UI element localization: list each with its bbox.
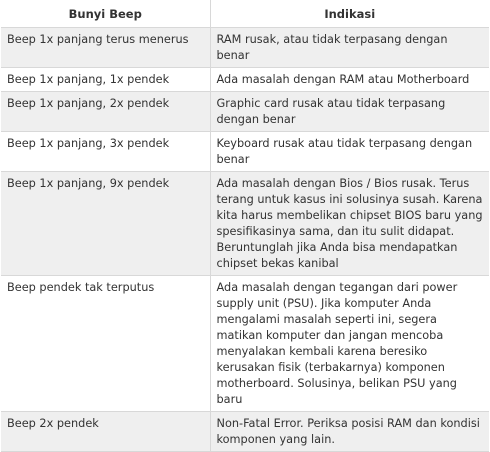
table-row [1,172,489,276]
header-row [1,0,489,28]
table-body [1,28,489,452]
header-indikasi: Indikasi [210,0,489,28]
table-row [1,276,489,412]
table-header [1,0,489,28]
indication-cell: RAM rusak, atau tidak terpasang dengan benar [210,28,489,68]
indication-cell: Keyboard rusak atau tidak terpasang dengan benar [210,132,489,172]
table-row [1,68,489,92]
beep-cell: Beep 1x panjang, 9x pendek [1,172,210,276]
beep-cell: Beep 2x pendek [1,412,210,452]
table-row [1,412,489,452]
beep-code-table [1,0,489,452]
indication-cell: Ada masalah dengan tegangan dari power supply unit (PSU). Jika komputer Anda mengalami masalah seperti ini, segera matikan komputer dan jangan mencoba menyalakan kembali karena beresiko kerusakan fisik (terbakarnya) komponen motherboard. Solusinya, belikan PSU yang baru [210,276,489,412]
beep-cell: Beep 1x panjang, 2x pendek [1,92,210,132]
beep-cell: Beep pendek tak terputus [1,276,210,412]
header-bunyi-beep: Bunyi Beep [1,0,210,28]
beep-cell: Beep 1x panjang, 1x pendek [1,68,210,92]
table-row [1,132,489,172]
indication-cell: Ada masalah dengan RAM atau Motherboard [210,68,489,92]
indication-cell: Non-Fatal Error. Periksa posisi RAM dan kondisi komponen yang lain. [210,412,489,452]
table-row [1,28,489,68]
beep-cell: Beep 1x panjang, 3x pendek [1,132,210,172]
beep-cell: Beep 1x panjang terus menerus [1,28,210,68]
indication-cell: Ada masalah dengan Bios / Bios rusak. Terus terang untuk kasus ini solusinya susah. Karena kita harus membelikan chipset BIOS baru yang spesifikasinya sama, dan itu sulit didapat. Beruntunglah jika Anda bisa mendapatkan chipset bekas kanibal [210,172,489,276]
table-row [1,92,489,132]
indication-cell: Graphic card rusak atau tidak terpasang dengan benar [210,92,489,132]
